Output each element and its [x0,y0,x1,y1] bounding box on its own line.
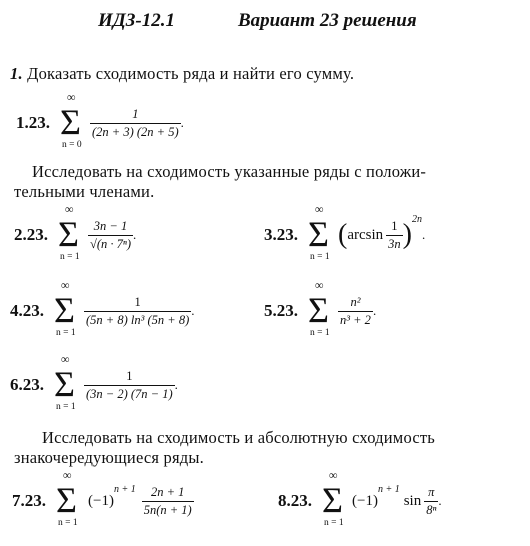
numerator: 1 [391,218,398,233]
exponent: 2n [411,214,422,225]
numerator: 1 [126,368,133,383]
function-name: arcsin [347,226,384,243]
denominator: 8ⁿ [426,502,437,517]
fraction [424,485,438,518]
problem-label: 1.23. [16,113,50,132]
sign-factor: (−1) [352,492,378,509]
sigma-glyph: Σ [60,102,81,142]
problem-label: 7.23. [12,491,46,510]
sum-upper-limit: ∞ [67,90,76,104]
task1-line [10,64,354,84]
fraction [338,295,373,328]
numerator: 1 [134,294,141,309]
sum-lower-limit: n = 0 [62,140,82,150]
sigma-symbol [322,468,348,528]
fraction [386,219,403,252]
sigma-symbol [56,468,82,528]
fraction [84,295,191,328]
numerator: 3n − 1 [93,218,128,233]
numerator: 2n + 1 [150,484,185,499]
problem-1-23 [16,90,184,150]
sigma-symbol [58,202,84,262]
sum-lower-limit: n = 1 [324,518,344,528]
sigma-symbol [54,278,80,338]
sigma-glyph: Σ [308,214,329,254]
intro2-line2: тельными членами. [14,182,155,201]
sigma-symbol [308,278,334,338]
sign-factor: (−1) [88,492,114,509]
sigma-glyph: Σ [58,214,79,254]
sum-upper-limit: ∞ [315,202,324,216]
sum-upper-limit: ∞ [61,278,70,292]
sigma-glyph: Σ [56,480,77,520]
sum-lower-limit: n = 1 [56,328,76,338]
fraction [84,369,175,402]
sum-lower-limit: n = 1 [310,328,330,338]
sum-upper-limit: ∞ [315,278,324,292]
sum-upper-limit: ∞ [63,468,72,482]
sum-upper-limit: ∞ [65,202,74,216]
task1-text: Доказать сходимость ряда и найти его сумму. [27,64,355,83]
problem-6-23 [10,352,178,412]
exponent: n + 1 [377,484,400,495]
problem-4-23 [10,278,195,338]
denominator: (2n + 3) (2n + 5) [92,124,179,139]
sum-lower-limit: n = 1 [60,252,80,262]
tail: . [191,303,195,318]
sigma-symbol [60,90,86,150]
problem-7-23 [12,468,194,528]
sigma-glyph: Σ [322,480,343,520]
intro3-line1: Исследовать на сходимость и абсолютную сходимость [42,428,435,447]
close-paren: ) [402,219,412,250]
tail: . [174,377,178,392]
fraction [142,485,194,518]
problem-2-23 [14,202,137,262]
sum-upper-limit: ∞ [329,468,338,482]
tail: . [180,115,184,130]
numerator: n² [350,294,361,309]
problem-label: 3.23. [264,225,298,244]
variant-title: Вариант 23 решения [238,10,417,31]
sigma-glyph: Σ [54,364,75,404]
denominator: n³ + 2 [340,312,371,327]
task1-number: 1. [10,64,23,83]
tail: . [133,227,137,242]
sigma-symbol [308,202,334,262]
intro2-line1: Исследовать на сходимость указанные ряды с положи- [32,162,427,181]
intro3-line2: знакочередующиеся ряды. [14,448,204,467]
numerator: 1 [132,106,139,121]
problem-label: 8.23. [278,491,312,510]
problem-label: 6.23. [10,375,44,394]
tail: . [421,227,426,242]
sum-lower-limit: n = 1 [56,402,76,412]
open-paren: ( [338,219,348,250]
fraction [90,107,181,140]
tail: . [372,303,377,318]
numerator: π [428,484,435,499]
problem-3-23 [264,202,426,262]
problem-8-23 [278,468,442,528]
tail: . [438,493,442,508]
sum-upper-limit: ∞ [61,352,70,366]
document-title: ИДЗ-12.1 [98,10,176,31]
denominator: (3n − 2) (7n − 1) [86,386,173,401]
denominator: (5n + 8) ln³ (5n + 8) [86,312,190,327]
sigma-symbol [54,352,80,412]
denominator: 5n(n + 1) [143,502,192,517]
sigma-glyph: Σ [308,290,329,330]
function-name: sin [403,492,422,509]
problem-label: 4.23. [10,301,44,320]
problem-label: 5.23. [264,301,298,320]
problem-label: 2.23. [14,225,48,244]
denominator: 3n [388,236,401,251]
exponent: n + 1 [113,484,136,495]
sum-lower-limit: n = 1 [58,518,78,528]
sigma-glyph: Σ [54,290,75,330]
denominator: √(n · 7ⁿ) [90,236,131,251]
fraction [88,219,133,252]
sum-lower-limit: n = 1 [310,252,330,262]
problem-5-23 [264,278,377,338]
